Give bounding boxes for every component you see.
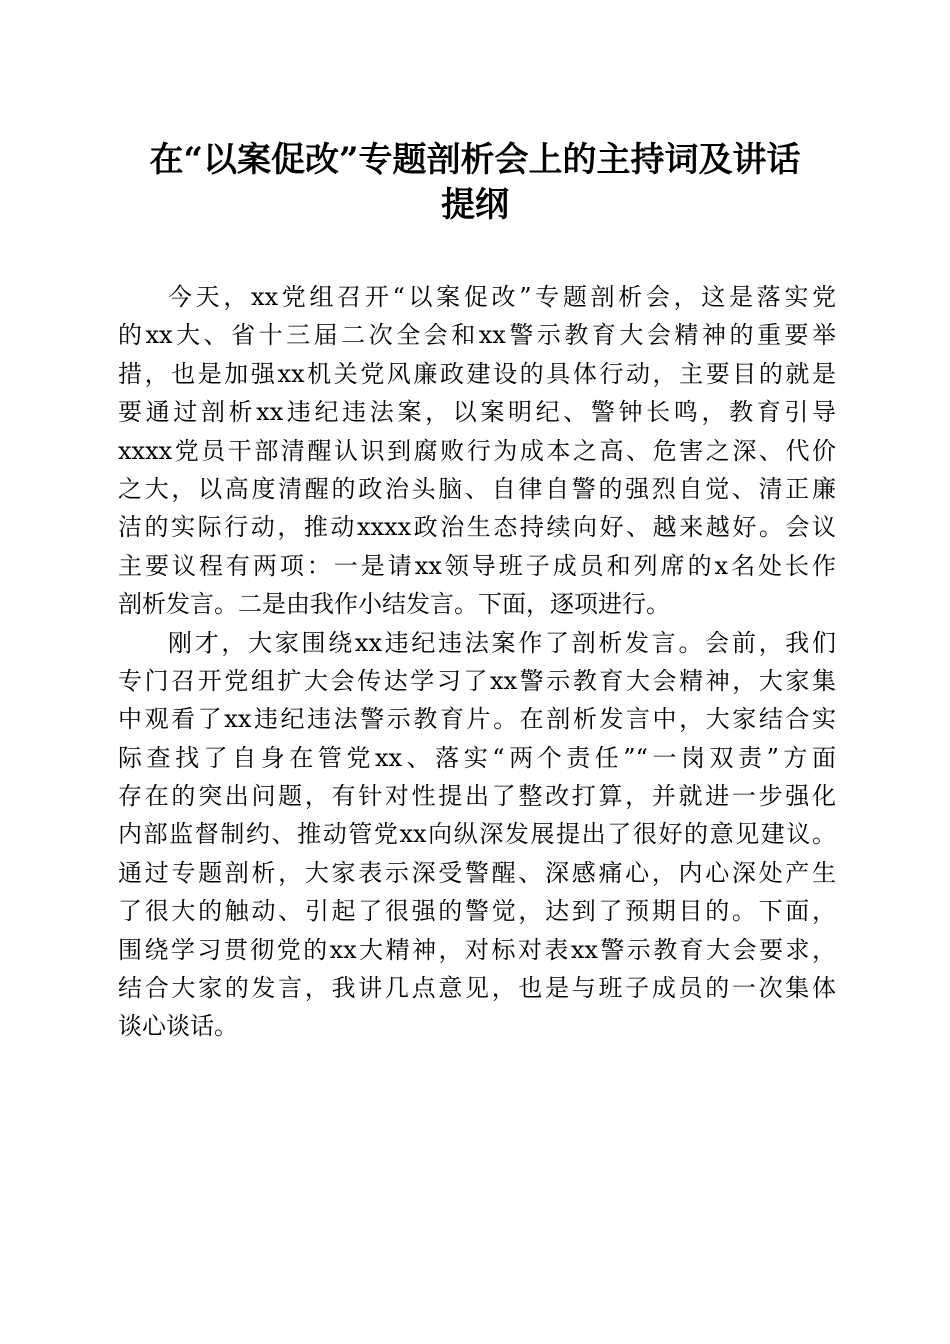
- paragraph-line: 了很大的触动、引起了很强的警觉，达到了预期目的。下面，: [118, 897, 836, 926]
- paragraph-line: 洁的实际行动，推动xxxx政治生态持续向好、越来越好。会议: [118, 513, 836, 542]
- paragraph-line: 围绕学习贯彻党的xx大精神，对标对表xx警示教育大会要求，: [118, 935, 836, 964]
- paragraph-line: 内部监督制约、推动管党xx向纵深发展提出了很好的意见建议。: [118, 820, 836, 849]
- paragraph-line: 存在的突出问题，有针对性提出了整改打算，并就进一步强化: [118, 782, 836, 811]
- paragraph-line: 刚才，大家围绕xx违纪违法案作了剖析发言。会前，我们: [168, 628, 836, 657]
- paragraph-line: 剖析发言。二是由我作小结发言。下面，逐项进行。: [118, 590, 670, 619]
- paragraph-line: 之大，以高度清醒的政治头脑、自律自警的强烈自觉、清正廉: [118, 474, 836, 503]
- paragraph-line: 谈心谈话。: [118, 1012, 238, 1041]
- paragraph-line: xxxx党员干部清醒认识到腐败行为成本之高、危害之深、代价: [118, 436, 836, 465]
- document-title-line-1: 在“以案促改”专题剖析会上的主持词及讲话: [149, 140, 801, 180]
- paragraph-line: 中观看了xx违纪违法警示教育片。在剖析发言中，大家结合实: [118, 705, 836, 734]
- paragraph-line: 今天，xx党组召开“以案促改”专题剖析会，这是落实党: [168, 283, 836, 311]
- paragraph-line: 通过专题剖析，大家表示深受警醒、深感痛心，内心深处产生: [118, 858, 836, 887]
- paragraph: [118, 624, 836, 1046]
- paragraph: [118, 278, 836, 624]
- document-title-line-2: 提纲: [441, 185, 509, 225]
- document-body: [118, 278, 836, 1046]
- paragraph-line: 结合大家的发言，我讲几点意见，也是与班子成员的一次集体: [118, 974, 836, 1003]
- paragraph-line: 要通过剖析xx违纪违法案，以案明纪、警钟长鸣，教育引导: [118, 398, 836, 427]
- paragraph-line: 的xx大、省十三届二次全会和xx警示教育大会精神的重要举: [118, 321, 836, 350]
- paragraph-line: 主要议程有两项：一是请xx领导班子成员和列席的x名处长作: [118, 551, 836, 580]
- paragraph-line: 际查找了自身在管党xx、落实“两个责任”“一岗双责”方面: [118, 743, 836, 772]
- paragraph-line: 措，也是加强xx机关党风廉政建设的具体行动，主要目的就是: [118, 359, 836, 388]
- paragraph-line: 专门召开党组扩大会传达学习了xx警示教育大会精神，大家集: [118, 666, 836, 695]
